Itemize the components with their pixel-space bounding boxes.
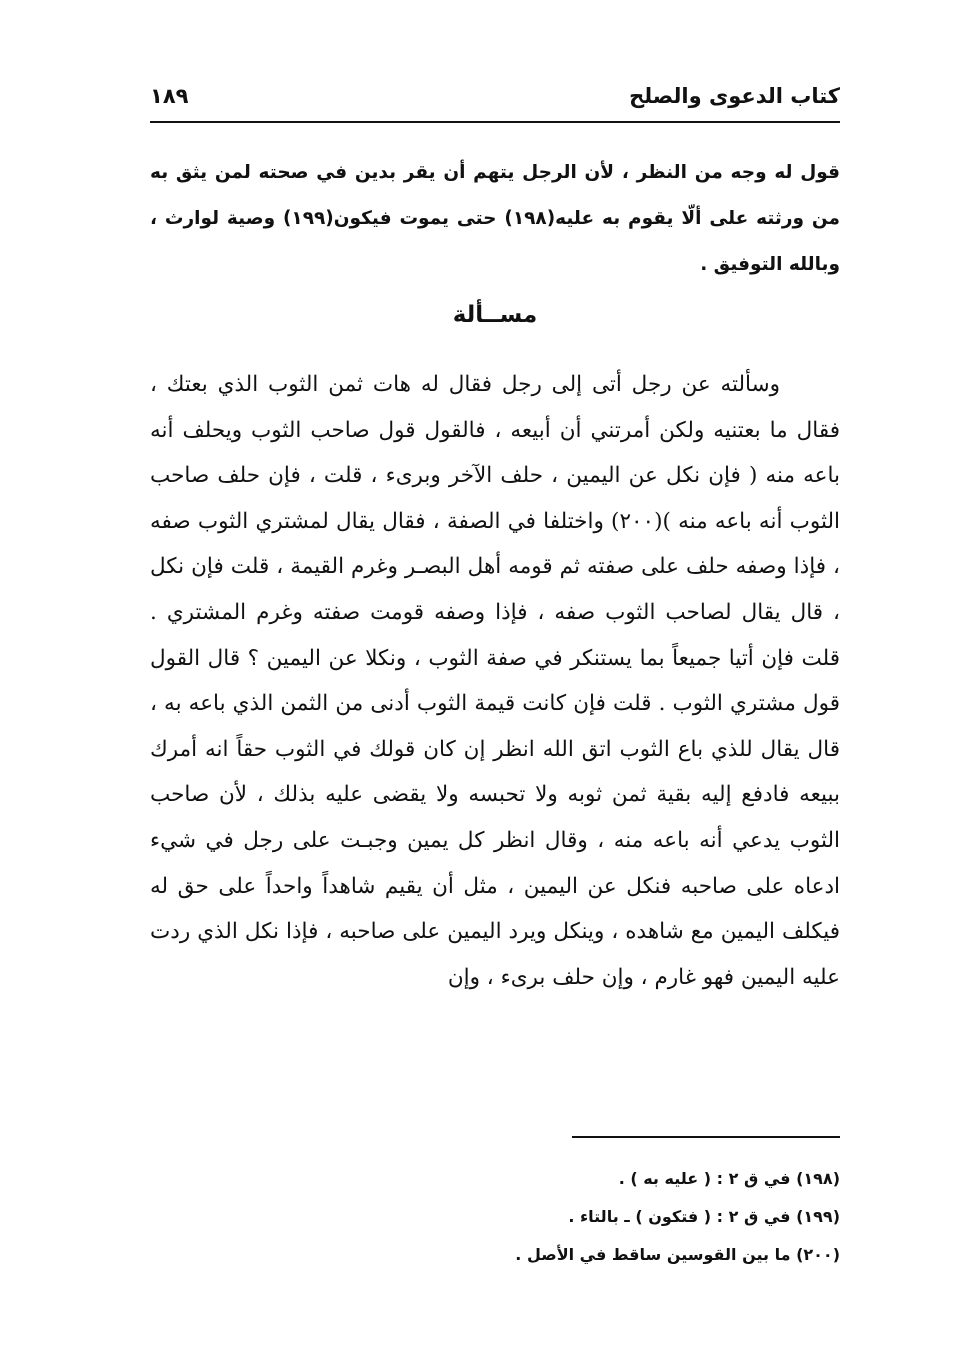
footnote-199: (١٩٩) في ق ٢ : ( فتكون ) ـ بالتاء . bbox=[568, 1207, 840, 1226]
footnotes bbox=[300, 1160, 840, 1274]
header-title: كتاب الدعوى والصلح bbox=[629, 84, 840, 108]
section-heading: مســألة bbox=[452, 302, 538, 328]
intro-paragraph-block bbox=[150, 150, 840, 288]
main-text-block bbox=[150, 362, 840, 1000]
page-number: ١٨٩ bbox=[150, 84, 189, 108]
running-header bbox=[150, 78, 840, 118]
header-divider bbox=[150, 121, 840, 123]
intro-paragraph: قول له وجه من النظر ، لأن الرجل يتهم أن يقر بدين في صحته لمن يثق به من ورثته على ألّا يقوم به عليه(١٩٨) حتى يموت فيكون(١٩٩) وصية لوارث ، وبالله التوفيق . bbox=[150, 162, 841, 275]
footnote-divider bbox=[572, 1136, 840, 1138]
main-paragraph: وسألته عن رجل أتى إلى رجل فقال له هات ثمن الثوب الذي بعتك ، فقال ما بعتنيه ولكن أمرتني أن أبيعه ، فالقول قول صاحب الثوب ويحلف أنه باعه منه ( فإن نكل عن اليمين ، حلف الآخر وبرىء ، قلت ، فإن حلف صاحب الثوب أنه باعه منه )(٢٠٠) واختلفا في الصفة ، فقال يقال لمشتري الثوب صفه ، فإذا وصفه حلف على صفته ثم قومه أهل البصـر وغرم القيمة ، قلت فإن نكل ، قال يقال لصاحب الثوب صفه ، فإذا وصفه قومت صفته وغرم المشتري . قلت فإن أتيا جميعاً بما يستنكر في صفة الثوب ، ونكلا عن اليمين ؟ قال القول قول مشتري الثوب . قلت فإن كانت قيمة الثوب أدنى من الثمن الذي باعه به ، قال يقال للذي باع الثوب اتق الله انظر إن كان قولك في الثوب حقاً انه أمرك ببيعه فادفع إليه بقية ثمن ثوبه ولا تحبسه ولا يقضى عليه بذلك ، لأن صاحب الثوب يدعي أنه باعه منه ، وقال انظر كل يمين وجبـت على رجل في شيء ادعاه على صاحبه فنكل عن اليمين ، مثل أن يقيم شاهداً واحداً على حق له فيكلف اليمين مع شاهده ، وينكل ويرد اليمين على صاحبه ، فإذا نكل الذي ردت عليه اليمين فهو غارم ، وإن حلف برىء ، وإن bbox=[150, 372, 840, 990]
footnote-198: (١٩٨) في ق ٢ : ( عليه به ) . bbox=[618, 1169, 840, 1188]
footnote-200: (٢٠٠) ما بين القوسين ساقط في الأصل . bbox=[515, 1245, 840, 1264]
